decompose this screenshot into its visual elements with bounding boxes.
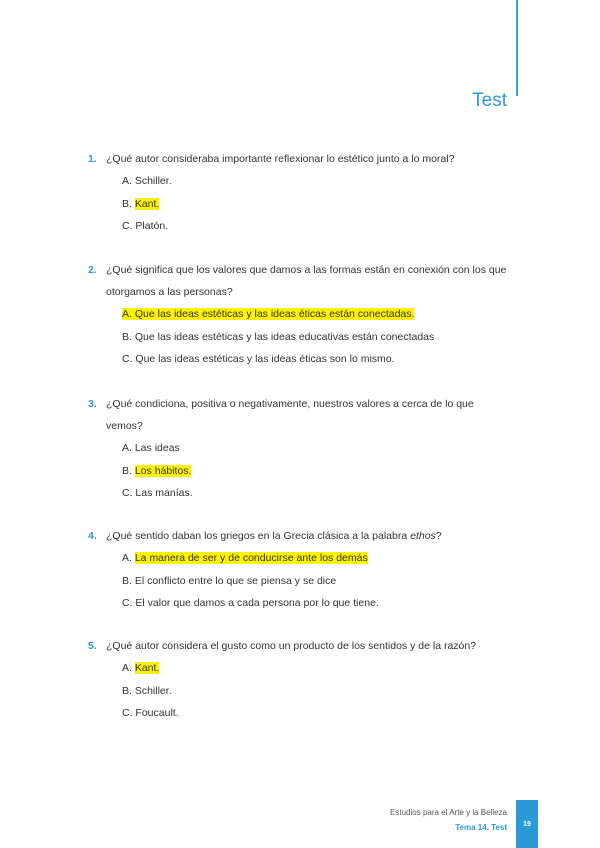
option-text-highlighted: La manera de ser y de conducirse ante los demás [134,552,368,564]
option-c [122,592,508,615]
footer-topic: Tema 14. Test [455,823,507,832]
option-letter: C. [122,707,133,719]
option-c [122,702,508,725]
page-number: 19 [516,800,538,848]
option-text: Schiller. [134,175,172,187]
option-letter: B. [122,684,132,697]
question-text: ¿Qué autor considera el gusto como un producto de los sentidos y de la razón? [106,640,477,652]
option-c [122,215,508,238]
option-letter: C. [122,353,133,365]
option-c [122,482,508,505]
option-letter: A. [122,662,132,674]
top-accent-rule [516,0,518,96]
option-text: Platón. [135,220,169,232]
option-b [122,680,508,703]
option-text: Las ideas [134,442,180,454]
option-text: El conflicto entre lo que se piensa y se dice [134,574,337,587]
emphasized-term: ethos [410,530,436,542]
option-b [122,326,508,349]
option-letter: B. [122,197,132,210]
option-letter: C. [122,220,133,232]
option-a [122,170,508,193]
question-number: 2. [88,264,97,276]
option-a [122,657,508,680]
question-text: ¿Qué autor consideraba importante reflexionar lo estético junto a lo moral? [106,153,455,165]
option-a [122,303,508,326]
option-letter: C. [122,487,133,499]
option-text-highlighted: Que las ideas estéticas y las ideas éticas están conectadas. [134,308,415,320]
question-text: ¿Qué sentido daban los griegos en la Grecia clásica a la palabra ethos? [106,530,442,542]
question-2 [88,259,508,371]
question-4 [88,525,508,615]
option-letter: A. [122,552,132,564]
question-number: 5. [88,640,97,652]
option-b [122,193,508,216]
question-text: ¿Qué significa que los valores que damos a las formas están en conexión con los que otorgamos a las personas? [106,264,507,298]
option-text: Que las ideas estéticas y las ideas educativas están conectadas [134,330,435,343]
option-letter: A. [122,175,132,187]
option-b [122,460,508,483]
option-text: Schiller. [134,684,172,697]
option-text: Que las ideas estéticas y las ideas éticas son lo mismo. [135,353,395,365]
question-5 [88,635,508,725]
option-text: Las manías. [135,487,193,499]
option-letter: A. [122,442,132,454]
option-letter-highlighted: A. [122,308,132,320]
option-letter: B. [122,574,132,587]
option-text-highlighted: Kant. [134,197,160,210]
option-text: Foucault. [135,707,179,719]
question-number: 3. [88,398,97,410]
option-b [122,570,508,593]
question-3 [88,393,508,505]
page-title: Test [472,90,507,111]
question-text: ¿Qué condiciona, positiva o negativamente, nuestros valores a cerca de lo que vemos? [106,398,474,432]
option-text-highlighted: Kant. [134,662,160,674]
question-number: 1. [88,153,97,165]
option-letter: B. [122,464,132,477]
question-1 [88,148,508,238]
option-text: El valor que damos a cada persona por lo que tiene. [135,597,379,609]
option-letter: B. [122,330,132,343]
question-number: 4. [88,530,97,542]
option-a [122,547,508,570]
footer-course-title: Estudios para el Arte y la Belleza [390,808,507,817]
option-letter: C. [122,597,133,609]
option-a [122,437,508,460]
option-c [122,348,508,371]
option-text-highlighted: Los hábitos. [134,464,192,477]
